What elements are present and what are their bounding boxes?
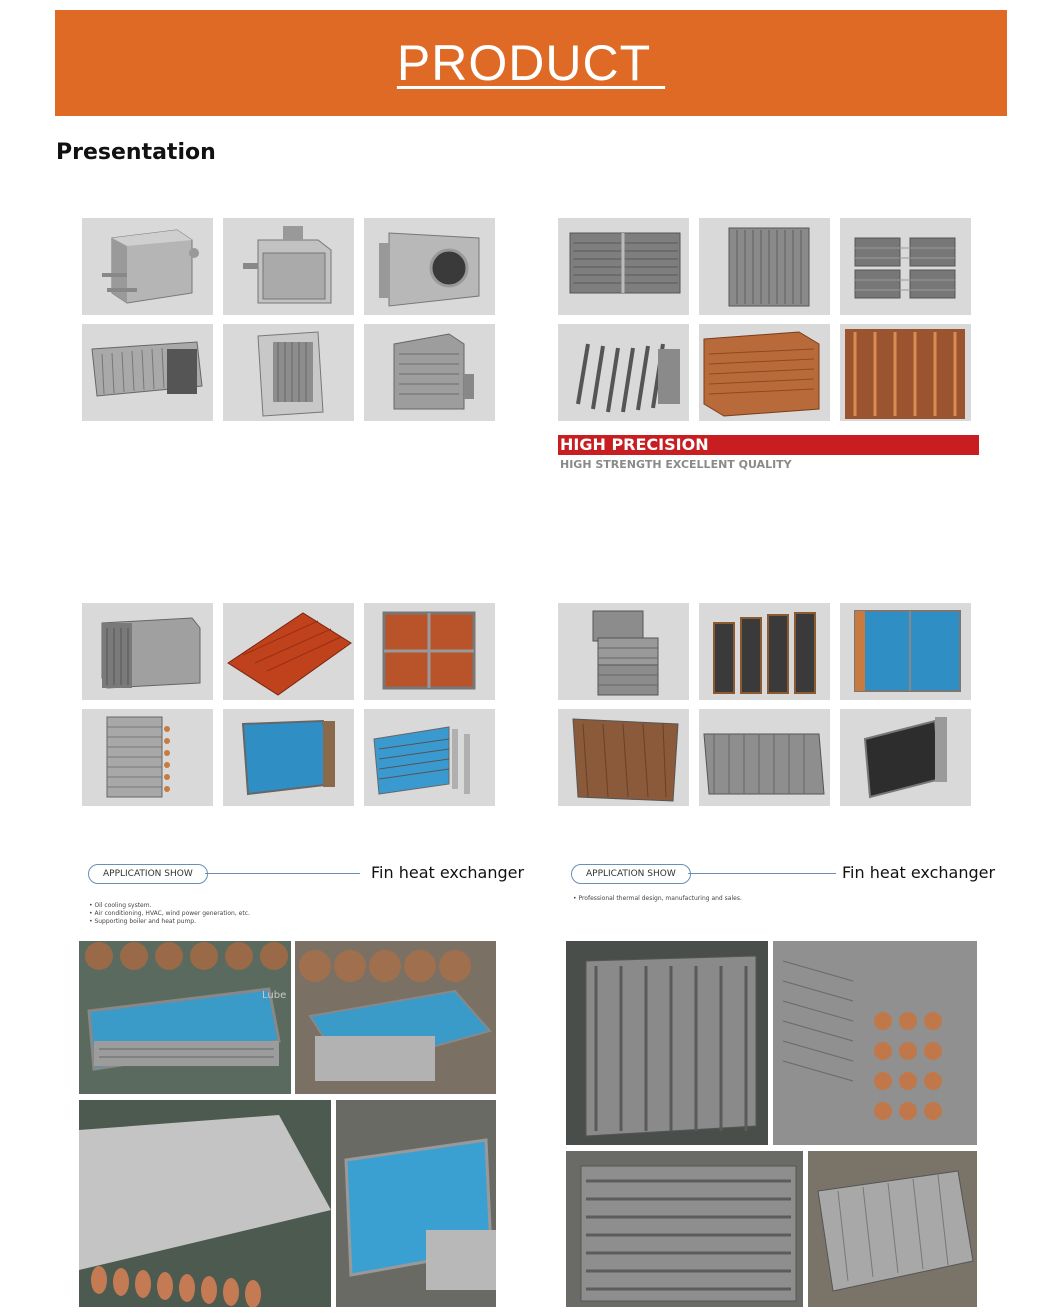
factory-photo: [566, 941, 768, 1145]
product-thumbnail: [699, 603, 830, 700]
product-thumbnail: [699, 709, 830, 806]
product-thumbnail: [364, 603, 495, 700]
photo-watermark: Lube: [262, 990, 287, 1001]
factory-photo: [295, 941, 496, 1094]
product-thumbnail: [840, 709, 971, 806]
product-thumbnail: [558, 603, 689, 700]
factory-photo: [79, 1100, 331, 1307]
product-thumbnail: [223, 709, 354, 806]
product-thumbnail: [558, 324, 689, 421]
catalog-panel-4: [558, 603, 971, 806]
catalog-panel-1: [82, 218, 495, 421]
application-notes: [89, 902, 250, 926]
product-thumbnail: [82, 218, 213, 315]
application-note: • Supporting boiler and heat pump.: [89, 918, 197, 925]
product-thumbnail: [558, 218, 689, 315]
application-show-badge: APPLICATION SHOW: [88, 864, 208, 884]
section-heading: Presentation: [56, 140, 216, 165]
product-thumbnail: [364, 709, 495, 806]
product-thumbnail: [840, 324, 971, 421]
factory-photo: [808, 1151, 977, 1307]
product-thumbnail: [699, 218, 830, 315]
application-divider: [688, 873, 836, 874]
product-thumbnail: [82, 603, 213, 700]
factory-photo: [566, 1151, 803, 1307]
product-thumbnail: [223, 603, 354, 700]
catalog-panel-3: [82, 603, 495, 806]
banner-title: PRODUCT: [396, 35, 666, 91]
product-thumbnail: [223, 218, 354, 315]
product-thumbnail: [699, 324, 830, 421]
product-thumbnail: [82, 709, 213, 806]
application-note: • Oil cooling system.: [89, 902, 152, 909]
application-note: • Air conditioning, HVAC, wind power generation, etc.: [89, 910, 250, 917]
product-thumbnail: [840, 218, 971, 315]
factory-photo: [79, 941, 291, 1094]
application-divider: [205, 873, 360, 874]
factory-photo: [336, 1100, 496, 1307]
product-thumbnail: [223, 324, 354, 421]
fin-heat-exchanger-title: Fin heat exchanger: [842, 863, 996, 882]
fin-heat-exchanger-title: Fin heat exchanger: [371, 863, 525, 882]
product-banner: [55, 10, 1007, 116]
product-thumbnail: [558, 709, 689, 806]
application-note: • Professional thermal design, manufacturing and sales.: [573, 895, 742, 902]
application-show-badge: APPLICATION SHOW: [571, 864, 691, 884]
high-precision-title: HIGH PRECISION: [560, 435, 709, 454]
product-thumbnail: [364, 218, 495, 315]
high-precision-subtitle: HIGH STRENGTH EXCELLENT QUALITY: [560, 458, 792, 471]
catalog-panel-2: [558, 218, 971, 421]
factory-photo: [773, 941, 977, 1145]
product-thumbnail: [82, 324, 213, 421]
product-thumbnail: [364, 324, 495, 421]
product-thumbnail: [840, 603, 971, 700]
application-notes: [573, 895, 742, 903]
